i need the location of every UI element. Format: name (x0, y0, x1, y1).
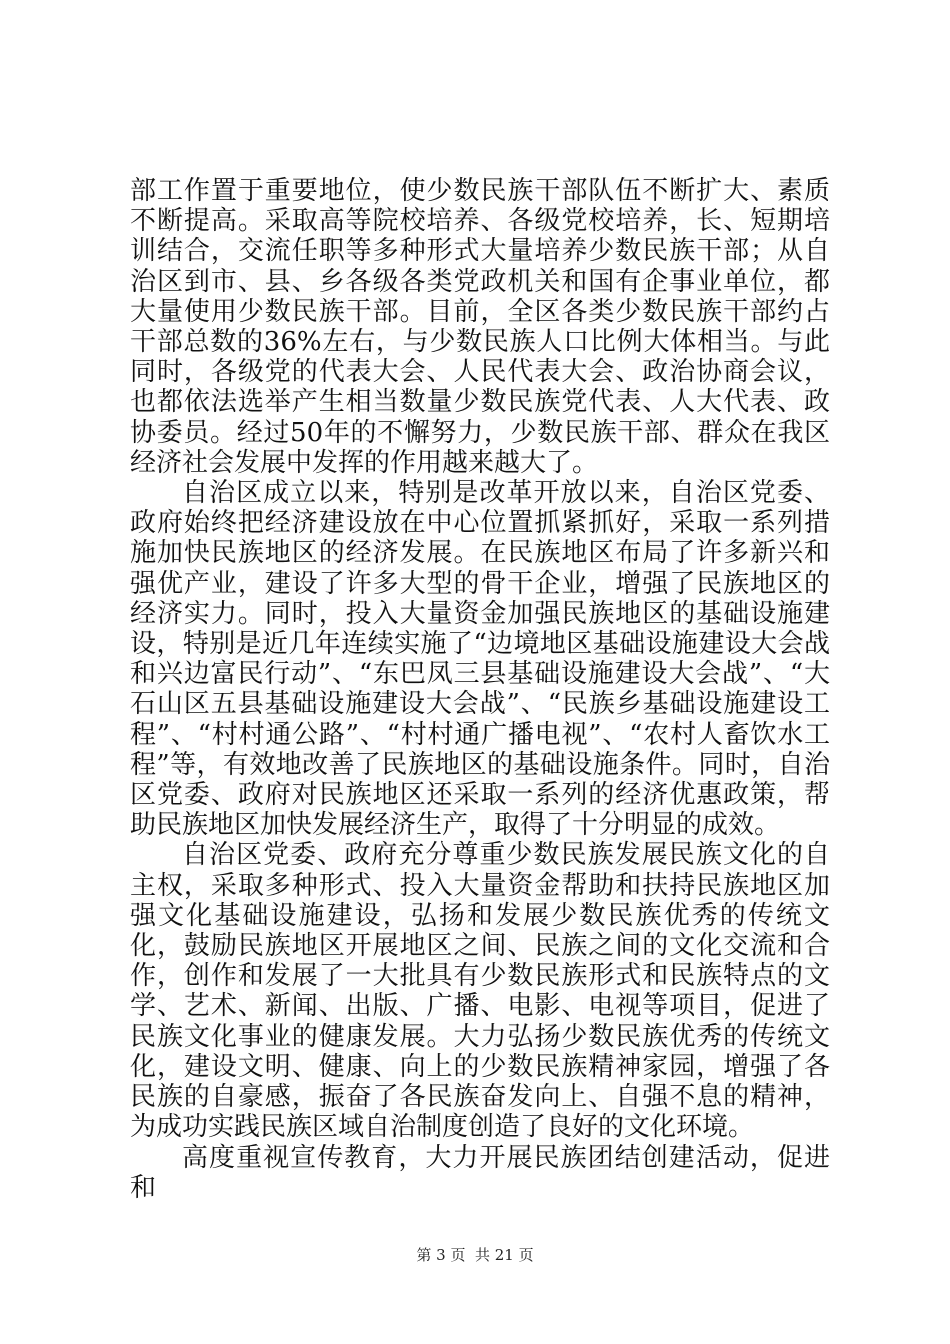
paragraph-4: 高度重视宣传教育，大力开展民族团结创建活动，促进和 (130, 1142, 830, 1203)
paragraph-2: 自治区成立以来，特别是改革开放以来，自治区党委、政府始终把经济建设放在中心位置抓紧抓好，采取一系列措施加快民族地区的经济发展。在民族地区布局了许多新兴和强优产业，建设了许多大型的骨干企业，增强了民族地区的经济实力。同时，投入大量资金加强民族地区的基础设施建设，特别是近几年连续实施了“边境地区基础设施建设大会战和兴边富民行动”、“东巴凤三县基础设施建设大会战”、“大石山区五县基础设施建设大会战”、“民族乡基础设施建设工程”、“村村通公路”、“村村通广播电视”、“农村人畜饮水工程”等，有效地改善了民族地区的基础设施条件。同时，自治区党委、政府对民族地区还采取一系列的经济优惠政策，帮助民族地区加快发展经济生产，取得了十分明显的成效。 (130, 478, 830, 841)
page-number-footer: 第 3 页 共 21 页 (416, 1246, 534, 1264)
paragraph-3: 自治区党委、政府充分尊重少数民族发展民族文化的自主权，采取多种形式、投入大量资金帮助和扶持民族地区加强文化基础设施建设，弘扬和发展少数民族优秀的传统文化，鼓励民族地区开展地区之间、民族之间的文化交流和合作，创作和发展了一大批具有少数民族形式和民族特点的文学、艺术、新闻、出版、广播、电影、电视等项目，促进了民族文化事业的健康发展。大力弘扬少数民族优秀的传统文化，建设文明、健康、向上的少数民族精神家园，增强了各民族的自豪感，振奋了各民族奋发向上、自强不息的精神，为成功实践民族区域自治制度创造了良好的文化环境。 (130, 840, 830, 1143)
paragraph-1: 部工作置于重要地位，使少数民族干部队伍不断扩大、素质不断提高。采取高等院校培养、各级党校培养，长、短期培训结合，交流任职等多种形式大量培养少数民族干部；从自治区到市、县、乡各级各类党政机关和国有企事业单位，都大量使用少数民族干部。目前，全区各类少数民族干部约占干部总数的36%左右，与少数民族人口比例大体相当。与此同时，各级党的代表大会、人民代表大会、政治协商会议，也都依法选举产生相当数量少数民族党代表、人大代表、政协委员。经过50年的不懈努力，少数民族干部、群众在我区经济社会发展中发挥的作用越来越大了。 (130, 176, 830, 478)
document-body (130, 176, 830, 1203)
